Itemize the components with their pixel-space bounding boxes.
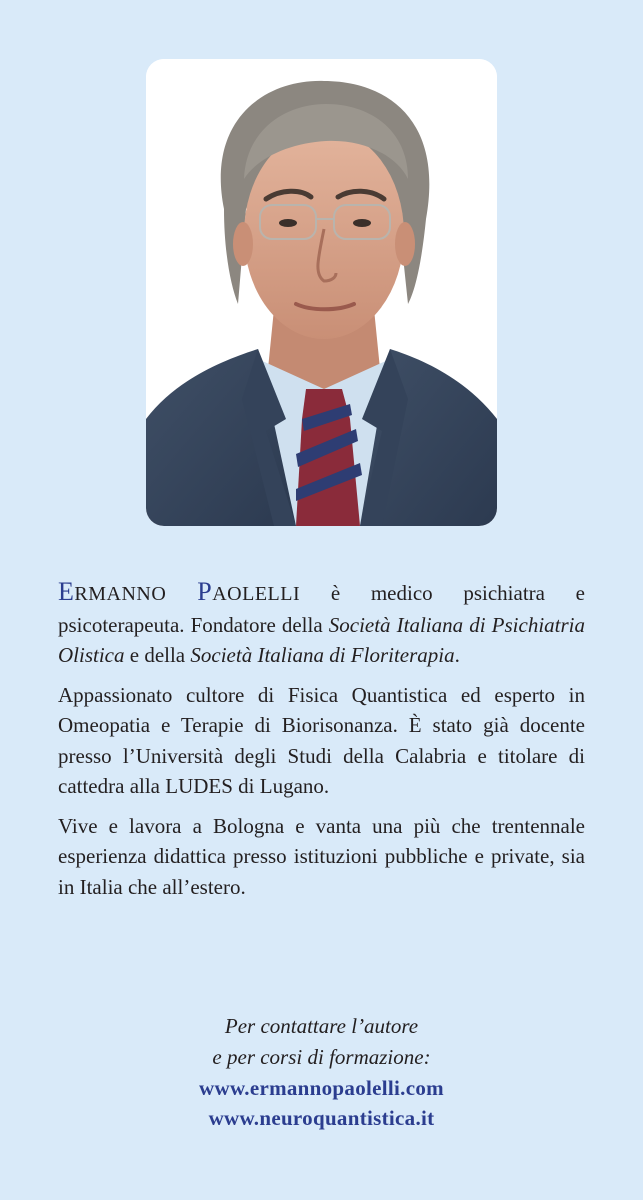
bio-paragraph-3: Vive e lavora a Bologna e vanta una più che trentennale esperienza didattica presso istituzioni pubbliche e private, sia in Italia che all’estero. (58, 813, 585, 899)
contact-line-2: e per corsi di formazione: (212, 1045, 431, 1069)
author-portrait (146, 59, 497, 526)
website-link-2[interactable]: www.neuroquantistica.it (208, 1106, 435, 1130)
website-link-1[interactable]: www.ermannopaolelli.com (199, 1076, 444, 1100)
contact-line-1: Per contattare l’autore (224, 1014, 419, 1038)
author-biography (58, 577, 585, 911)
bio-paragraph-1: ERMANNO PAOLELLI è medico psichiatra e psicoterapeuta. Fondatore della Società Italiana di Psichiatria Olistica e della Società Italiana di Floriterapia. (58, 577, 585, 667)
bio-paragraph-2: Appassionato cultore di Fisica Quantistica ed esperto in Omeopatia e Terapie di Biorisonanza. È stato già docente presso l’Università degli Studi della Calabria e titolare di cattedra alla LUDES di Lugano. (58, 682, 585, 798)
author-name: ERMANNO PAOLELLI (58, 577, 301, 606)
contact-block (58, 1011, 585, 1133)
